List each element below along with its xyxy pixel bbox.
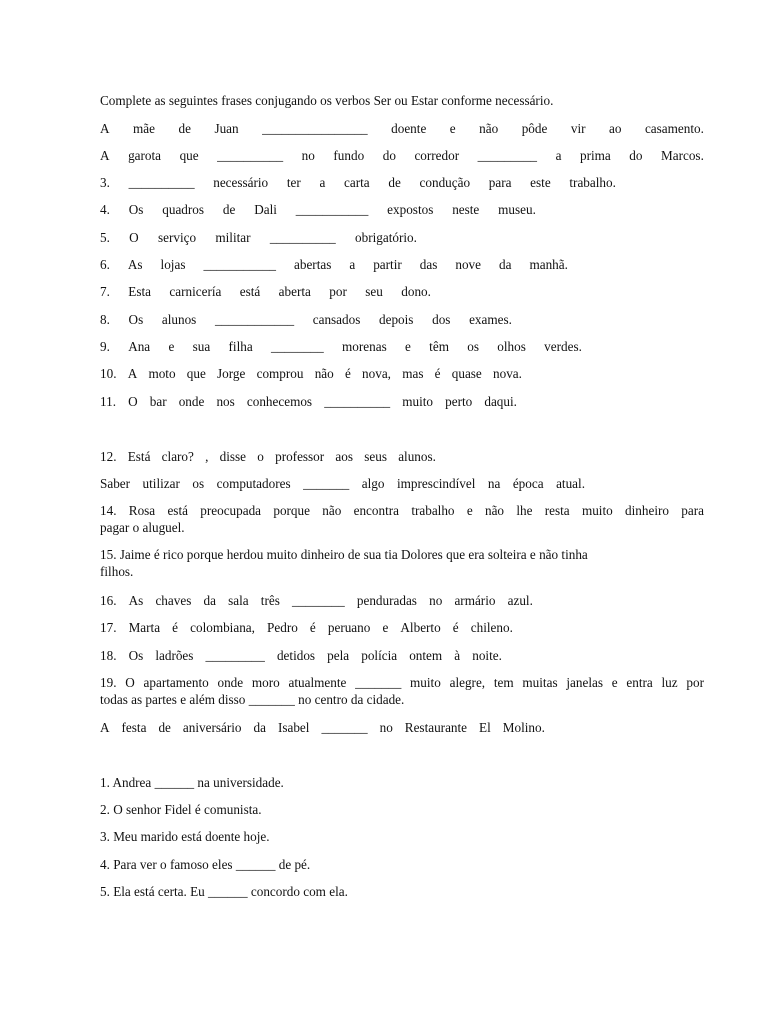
answer-blank: ________________: [262, 121, 368, 136]
word: para: [681, 503, 704, 518]
sentence-line: [100, 174, 616, 191]
sentence-line: [100, 338, 582, 355]
word: carta: [344, 175, 370, 190]
word: luz: [661, 675, 678, 690]
word: Saber: [100, 476, 131, 491]
word: olhos: [497, 339, 526, 354]
word: de: [178, 121, 191, 136]
word: polícia: [361, 648, 398, 663]
word: está: [239, 284, 261, 299]
word: porque: [273, 503, 310, 518]
word: a: [319, 175, 326, 190]
sentence-line: [100, 120, 704, 137]
word: três: [260, 593, 280, 608]
word: Esta: [128, 284, 151, 299]
sentence-continuation: pagar o aluguel.: [100, 520, 185, 535]
word: necessário: [213, 175, 269, 190]
answer-blank: _______: [355, 675, 402, 690]
word: conhecemos: [246, 394, 313, 409]
word: fundo: [333, 148, 365, 163]
word: à: [454, 648, 461, 663]
word: no: [379, 720, 393, 735]
word: 17.: [100, 620, 117, 635]
word: e: [449, 121, 456, 136]
answer-blank: ________: [291, 593, 345, 608]
word: algo: [361, 476, 385, 491]
word: moro: [251, 675, 280, 690]
word: preocupada: [200, 503, 262, 518]
word: seus: [364, 449, 387, 464]
word: bar: [149, 394, 167, 409]
instructions: Complete as seguintes frases conjugando os verbos Ser ou Estar conforme necessário.: [100, 93, 554, 108]
word: Marta: [128, 620, 161, 635]
word: ,: [205, 449, 209, 464]
word: moto: [148, 366, 176, 381]
word: atualmente: [288, 675, 347, 690]
word: Está: [127, 449, 151, 464]
word: chaves: [155, 593, 192, 608]
answer-blank: __________: [324, 394, 391, 409]
word: mas: [402, 366, 424, 381]
word: janelas: [566, 675, 603, 690]
answer-blank: ________: [270, 339, 324, 354]
sentence-line: [100, 719, 545, 736]
word: casamento.: [644, 121, 704, 136]
word: os: [192, 476, 205, 491]
word: no: [429, 593, 443, 608]
word: é: [344, 366, 351, 381]
word: peruano: [327, 620, 371, 635]
word: aos: [335, 449, 353, 464]
word: 18.: [100, 648, 117, 663]
word: condução: [419, 175, 471, 190]
word: imprescindível: [396, 476, 476, 491]
word: expostos: [387, 202, 434, 217]
word: trabalho.: [569, 175, 616, 190]
word: daqui.: [484, 394, 517, 409]
exercise-item: 5. Ela está certa. Eu ______ concordo com ela.: [100, 884, 348, 899]
sentence-line: [100, 147, 704, 164]
word: utilizar: [142, 476, 180, 491]
sentence-line: [100, 475, 585, 492]
word: o: [257, 449, 264, 464]
word: neste: [452, 202, 480, 217]
sentence-line: [100, 283, 431, 300]
word: a: [555, 148, 562, 163]
word: lhe: [516, 503, 533, 518]
word: nova,: [362, 366, 391, 381]
sentence-line: [100, 592, 533, 609]
word: está: [167, 503, 188, 518]
word: não: [314, 366, 334, 381]
word: 16.: [100, 593, 117, 608]
word: Restaurante: [404, 720, 468, 735]
word: sala: [228, 593, 249, 608]
sentence-line: [100, 502, 704, 519]
word: ter: [286, 175, 301, 190]
sentence-line: [100, 201, 536, 218]
word: da: [253, 720, 266, 735]
word: Os: [128, 202, 144, 217]
word: 19.: [100, 675, 117, 690]
sentence-line: [100, 674, 704, 691]
word: El: [479, 720, 491, 735]
word: é: [452, 620, 459, 635]
word: museu.: [498, 202, 536, 217]
word: disse: [219, 449, 247, 464]
word: muito: [410, 675, 441, 690]
word: não: [479, 121, 499, 136]
word: Alberto: [400, 620, 441, 635]
word: A: [100, 121, 110, 136]
word: Dali: [254, 202, 277, 217]
word: é: [172, 620, 179, 635]
word: A: [127, 366, 138, 381]
sentence-line: [100, 256, 568, 273]
word: armário: [454, 593, 496, 608]
answer-blank: ___________: [203, 257, 276, 272]
word: de: [158, 720, 171, 735]
word: corredor: [414, 148, 460, 163]
answer-blank: ____________: [214, 312, 295, 327]
word: não: [484, 503, 505, 518]
word: trabalho: [411, 503, 455, 518]
word: depois: [379, 312, 414, 327]
word: Pedro: [267, 620, 298, 635]
word: doente: [391, 121, 427, 136]
word: dos: [432, 312, 451, 327]
word: 4.: [100, 202, 110, 217]
word: computadores: [216, 476, 291, 491]
word: manhã.: [529, 257, 568, 272]
word: aberta: [278, 284, 311, 299]
word: sua: [192, 339, 211, 354]
answer-blank: _______: [303, 476, 350, 491]
word: ao: [609, 121, 622, 136]
word: é: [434, 366, 441, 381]
word: entra: [626, 675, 653, 690]
word: abertas: [294, 257, 332, 272]
word: 3.: [100, 175, 110, 190]
word: pôde: [521, 121, 548, 136]
word: nova.: [493, 366, 522, 381]
word: alegre,: [449, 675, 486, 690]
word: detidos: [276, 648, 316, 663]
word: quadros: [162, 202, 205, 217]
word: Os: [128, 648, 144, 663]
word: 7.: [100, 284, 110, 299]
word: perto: [445, 394, 473, 409]
answer-blank: __________: [128, 175, 195, 190]
word: este: [530, 175, 551, 190]
answer-blank: _______: [321, 720, 368, 735]
word: nove: [455, 257, 481, 272]
word: no: [301, 148, 315, 163]
word: aniversário: [182, 720, 242, 735]
exercise-item: 3. Meu marido está doente hoje.: [100, 829, 270, 844]
exercise-item: 4. Para ver o famoso eles ______ de pé.: [100, 857, 311, 872]
word: quase: [451, 366, 482, 381]
exercise-item: 2. O senhor Fidel é comunista.: [100, 802, 262, 817]
word: Molino.: [502, 720, 545, 735]
word: ladrões: [155, 648, 194, 663]
word: das: [419, 257, 438, 272]
sentence-continuation: todas as partes e além disso _______ no centro da cidade.: [100, 692, 405, 707]
word: serviço: [157, 230, 197, 245]
word: festa: [121, 720, 147, 735]
word: noite.: [472, 648, 502, 663]
word: exames.: [469, 312, 512, 327]
word: nos: [216, 394, 235, 409]
word: por: [686, 675, 704, 690]
word: de: [388, 175, 401, 190]
word: que: [186, 366, 206, 381]
word: na: [487, 476, 501, 491]
word: que: [179, 148, 199, 163]
sentence-line: [100, 619, 513, 636]
word: para: [488, 175, 512, 190]
sentence-line: 15. Jaime é rico porque herdou muito dinheiro de sua tia Dolores que era solteira e não tinha: [100, 547, 588, 562]
word: Rosa: [128, 503, 156, 518]
word: mãe: [133, 121, 155, 136]
answer-blank: __________: [217, 148, 284, 163]
word: apartamento: [143, 675, 209, 690]
word: onde: [178, 394, 205, 409]
word: 5.: [100, 230, 110, 245]
word: época: [512, 476, 544, 491]
word: do: [382, 148, 396, 163]
word: A: [100, 148, 110, 163]
word: e: [382, 620, 389, 635]
sentence-line: [100, 448, 436, 465]
word: lojas: [160, 257, 186, 272]
word: 10.: [100, 366, 117, 381]
word: e: [611, 675, 618, 690]
word: muito: [581, 503, 613, 518]
word: partir: [373, 257, 402, 272]
word: penduradas: [356, 593, 417, 608]
word: e: [168, 339, 175, 354]
word: 11.: [100, 394, 116, 409]
word: O: [128, 394, 138, 409]
answer-blank: _________: [477, 148, 538, 163]
word: seu: [365, 284, 383, 299]
sentence-line: [100, 311, 512, 328]
word: Marcos.: [661, 148, 704, 163]
word: O: [129, 230, 139, 245]
word: Isabel: [277, 720, 310, 735]
word: Juan: [214, 121, 239, 136]
word: resta: [544, 503, 570, 518]
word: ontem: [409, 648, 443, 663]
word: Os: [128, 312, 144, 327]
word: do: [629, 148, 643, 163]
sentence-line: [100, 229, 417, 246]
word: 6.: [100, 257, 110, 272]
word: onde: [217, 675, 244, 690]
word: colombiana,: [190, 620, 255, 635]
word: dono.: [401, 284, 431, 299]
answer-blank: __________: [269, 230, 336, 245]
word: é: [309, 620, 316, 635]
word: Jorge: [217, 366, 246, 381]
word: os: [467, 339, 479, 354]
exercise-item: 1. Andrea ______ na universidade.: [100, 775, 284, 790]
word: militar: [215, 230, 251, 245]
word: prima: [579, 148, 611, 163]
word: atual.: [556, 476, 585, 491]
answer-blank: _________: [205, 648, 265, 663]
word: comprou: [256, 366, 304, 381]
word: têm: [429, 339, 449, 354]
word: alunos: [161, 312, 197, 327]
word: Ana: [128, 339, 151, 354]
word: filha: [228, 339, 253, 354]
word: 8.: [100, 312, 110, 327]
word: muitas: [522, 675, 558, 690]
word: claro?: [161, 449, 194, 464]
word: da: [499, 257, 512, 272]
word: dinheiro: [625, 503, 669, 518]
word: 9.: [100, 339, 110, 354]
word: 12.: [100, 449, 117, 464]
word: As: [127, 257, 143, 272]
word: As: [128, 593, 144, 608]
word: vir: [570, 121, 586, 136]
word: pela: [327, 648, 350, 663]
sentence-continuation: filhos.: [100, 564, 134, 579]
word: carnicería: [169, 284, 222, 299]
answer-blank: ___________: [295, 202, 369, 217]
word: A: [100, 720, 110, 735]
word: garota: [128, 148, 162, 163]
word: e: [405, 339, 411, 354]
sentence-line: [100, 365, 522, 382]
word: encontra: [353, 503, 400, 518]
sentence-line: [100, 393, 517, 410]
word: professor: [275, 449, 325, 464]
word: chileno.: [470, 620, 513, 635]
word: não: [322, 503, 342, 518]
word: por: [329, 284, 347, 299]
word: alunos.: [398, 449, 436, 464]
word: e: [466, 503, 473, 518]
word: obrigatório.: [355, 230, 417, 245]
word: tem: [493, 675, 514, 690]
word: da: [203, 593, 216, 608]
word: verdes.: [544, 339, 582, 354]
word: 14.: [100, 503, 117, 518]
word: O: [125, 675, 135, 690]
word: muito: [402, 394, 434, 409]
word: cansados: [312, 312, 361, 327]
word: azul.: [507, 593, 533, 608]
sentence-line: [100, 647, 502, 664]
word: a: [349, 257, 356, 272]
word: morenas: [342, 339, 387, 354]
word: de: [222, 202, 236, 217]
